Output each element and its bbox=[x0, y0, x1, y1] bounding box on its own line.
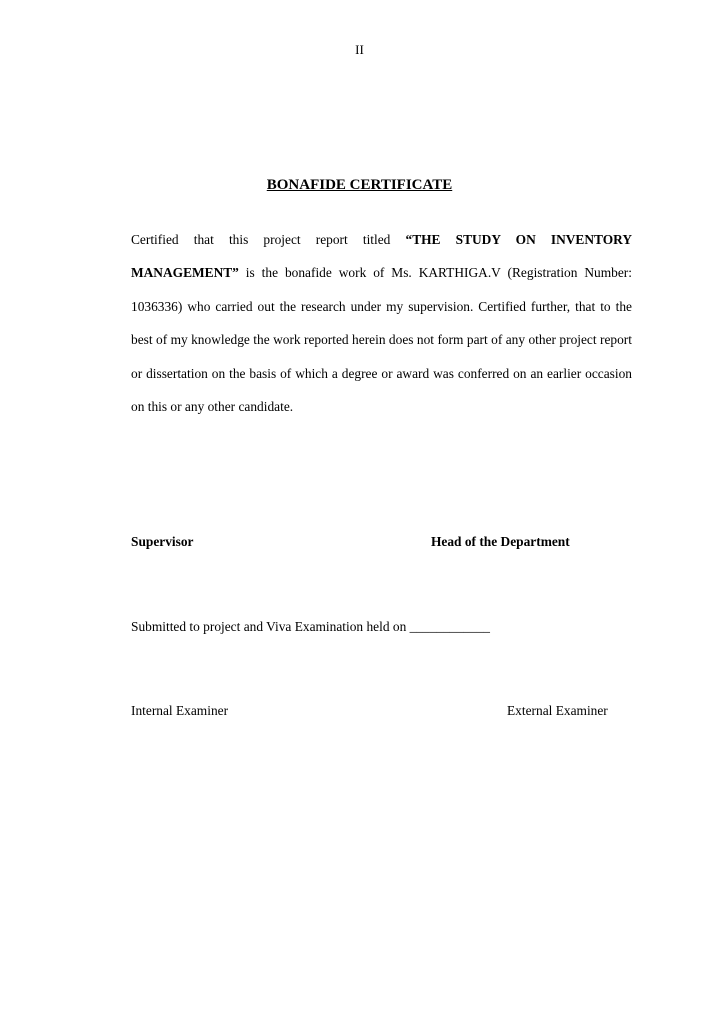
head-of-department-label: Head of the Department bbox=[431, 534, 570, 549]
page-title: BONAFIDE CERTIFICATE bbox=[266, 177, 453, 193]
project-title: “THE STUDY ON INVENTORY MANAGEMENT” bbox=[131, 232, 633, 281]
certificate-text-before: Certified that this project report titled bbox=[131, 232, 406, 247]
certificate-text-after: is the bonafide work of Ms. KARTHIGA.V (Registration Number: 1036336) who carried out the research under my supervision. Certified further, that to the best of my knowledge the work reported herein does not form part of any other project report or dissertation on the basis of which a degree or award was conferred on an earlier occasion on this or any other candidate. bbox=[131, 265, 632, 415]
page-number: II bbox=[355, 42, 364, 57]
external-examiner-label: External Examiner bbox=[507, 703, 608, 718]
internal-examiner-label: Internal Examiner bbox=[131, 703, 229, 718]
supervisor-label: Supervisor bbox=[131, 534, 194, 549]
submission-line: Submitted to project and Viva Examination held on ____________ bbox=[131, 619, 490, 634]
certificate-paragraph bbox=[131, 223, 632, 423]
